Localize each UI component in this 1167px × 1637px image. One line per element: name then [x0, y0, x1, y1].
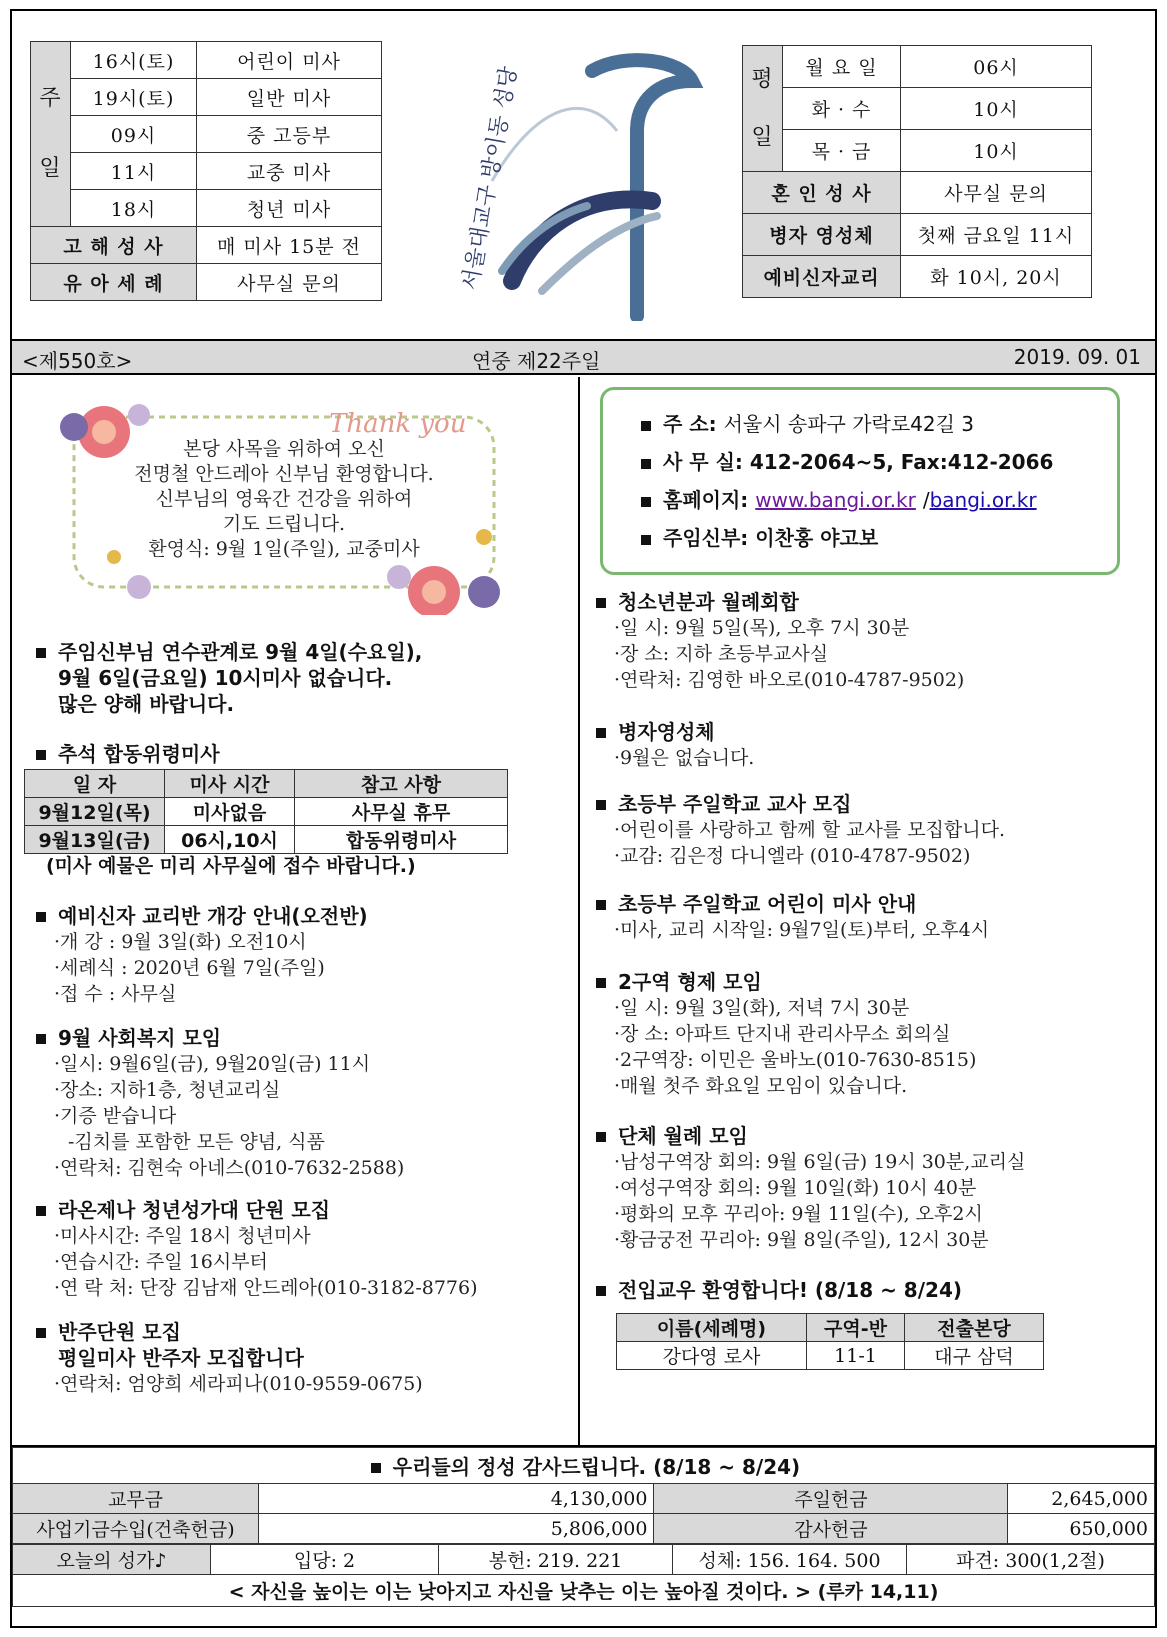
issue-bar: [12, 339, 1155, 375]
scripture-quote: < 자신을 높이는 이는 낮아지고 자신을 낮추는 이는 높아질 것이다. > (루카 14,11): [13, 1575, 1155, 1607]
header: [12, 11, 1155, 339]
sunday-mass: 중 고등부: [197, 116, 382, 153]
welcome-card: [44, 387, 524, 615]
weekday-label: [743, 46, 783, 172]
welcome-line: 전명철 안드레아 신부님 환영합니다.: [134, 463, 434, 485]
hymn-offertory: 봉헌: 219. 221: [439, 1545, 673, 1575]
teacher-section: [592, 791, 1005, 869]
youth-item: ·일 시: 9월 5일(목), 오후 7시 30분: [614, 617, 910, 639]
offering-label: 교무금: [13, 1484, 259, 1514]
welfare-item: ·연락처: 김현숙 아네스(010-7632-2588): [54, 1157, 405, 1179]
offering-label: 사업기금수입(건축헌금): [13, 1514, 259, 1544]
groups-title-text: 단체 월례 모임: [618, 1124, 748, 1148]
homepage-separator: /: [922, 488, 930, 512]
thank-you-script: Thank you: [329, 409, 467, 439]
district2-item: ·2구역장: 이민은 울바노(010-7630-8515): [614, 1049, 977, 1071]
offering-title: [13, 1448, 1155, 1484]
chuseok-cell: 9월12일(목): [25, 798, 165, 826]
newcomers-header: 구역-반: [807, 1314, 905, 1342]
choir-title-text: 라온제나 청년성가대 단원 모집: [58, 1198, 331, 1222]
hymn-entrance: 입당: 2: [211, 1545, 439, 1575]
groups-item: ·여성구역장 회의: 9월 10일(화) 10시 40분: [614, 1177, 977, 1199]
district2-title: [592, 969, 976, 995]
district2-item: ·매월 첫주 화요일 모임이 있습니다.: [614, 1075, 908, 1097]
newcomers-header: 이름(세례명): [617, 1314, 807, 1342]
kids-mass-title: [592, 891, 989, 917]
hymns-table: [12, 1544, 1155, 1607]
district2-item: ·장 소: 아파트 단지내 관리사무소 회의실: [614, 1023, 951, 1045]
district2-item: ·일 시: 9월 3일(화), 저녁 7시 30분: [614, 997, 910, 1019]
weekday-time: 06시: [901, 46, 1092, 88]
youth-item: ·장 소: 지하 초등부교사실: [614, 643, 829, 665]
sick-communion-section: [592, 719, 754, 771]
teacher-title-text: 초등부 주일학교 교사 모집: [618, 792, 852, 816]
catechumen-item: ·개 강 : 9월 3일(화) 오전10시: [54, 931, 307, 953]
chuseok-note: (미사 예물은 미리 사무실에 접수 바랍니다.): [46, 855, 416, 877]
welcome-text: [94, 437, 474, 562]
training-line-1-text: 주임신부님 연수관계로 9월 4일(수요일),: [58, 640, 423, 664]
welfare-title-text: 9월 사회복지 모임: [58, 1026, 222, 1050]
homepage-row: [641, 484, 1037, 513]
pastor-value: 이찬홍 야고보: [755, 526, 879, 550]
chuseok-cell: 사무실 휴무: [295, 798, 508, 826]
kids-mass-item: ·미사, 교리 시작일: 9월7일(토)부터, 오후4시: [614, 919, 990, 941]
marriage-label: 혼 인 성 사: [743, 172, 901, 214]
marriage-value: 사무실 문의: [901, 172, 1092, 214]
pastor-row: [641, 522, 878, 551]
catechumen-item: ·세례식 : 2020년 6월 7일(주일): [54, 957, 325, 979]
confession-label: 고 해 성 사: [31, 227, 197, 264]
sunday-mass: 어린이 미사: [197, 42, 382, 79]
weekday-day: 목 · 금: [783, 130, 901, 172]
welfare-item: ·일시: 9월6일(금), 9월20일(금) 11시: [54, 1053, 371, 1075]
catechumen-title: [32, 903, 368, 929]
sunday-mass: 청년 미사: [197, 190, 382, 227]
offering-value: 4,130,000: [259, 1484, 654, 1514]
weekday-schedule-table: [742, 45, 1092, 298]
newcomers-table: [616, 1313, 1044, 1370]
sick-communion-label: 병자 영성체: [743, 214, 901, 256]
issue-date: 2019. 09. 01: [1013, 345, 1141, 369]
groups-item: ·남성구역장 회의: 9월 6일(금) 19시 30분,교리실: [614, 1151, 1026, 1173]
sunday-schedule-table: [30, 41, 382, 301]
choir-item: ·연습시간: 주일 16시부터: [54, 1251, 268, 1273]
office-value: 412-2064~5, Fax:412-2066: [749, 450, 1054, 474]
left-column: [12, 377, 580, 1445]
liturgical-week: 연중 제22주일: [472, 349, 601, 373]
teacher-item: ·어린이를 사랑하고 함께 할 교사를 모집합니다.: [614, 819, 1006, 841]
sunday-label-2: 일: [39, 156, 62, 181]
accompanist-subtitle: 평일미사 반주자 모집합니다: [58, 1346, 304, 1370]
homepage-link-2[interactable]: bangi.or.kr: [929, 488, 1037, 512]
teacher-title: [592, 791, 1005, 817]
welcome-line: 신부님의 영육간 건강을 위하여: [155, 488, 413, 510]
weekday-label-2: 일: [751, 124, 774, 150]
sick-communion-title-text: 병자영성체: [618, 720, 715, 744]
parish-logo: [442, 41, 712, 321]
newcomers-section: [592, 1277, 962, 1303]
pastor-label: 주임신부:: [663, 526, 749, 550]
weekday-day: 월 요 일: [783, 46, 901, 88]
chuseok-cell: 미사없음: [165, 798, 295, 826]
training-line-3: 많은 양해 바랍니다.: [58, 692, 235, 716]
kids-mass-section: [592, 891, 989, 943]
sunday-label-1: 주: [39, 86, 62, 111]
office-label: 사 무 실:: [663, 450, 743, 474]
footer: [12, 1445, 1155, 1628]
catechism-value: 화 10시, 20시: [901, 256, 1092, 298]
accompanist-section: [32, 1319, 423, 1397]
parish-info-box: [600, 387, 1120, 575]
chuseok-title-text: 추석 합동위령미사: [58, 742, 220, 766]
chuseok-title: [32, 741, 220, 767]
weekday-time: 10시: [901, 130, 1092, 172]
training-line-1: [32, 639, 422, 665]
sick-communion-title: [592, 719, 754, 745]
accompanist-title-text: 반주단원 모집: [58, 1320, 181, 1344]
homepage-label: 홈페이지:: [663, 488, 749, 512]
welfare-item: ·기증 받습니다: [54, 1105, 177, 1127]
choir-title: [32, 1197, 478, 1223]
offering-label: 주일헌금: [654, 1484, 1008, 1514]
groups-title: [592, 1123, 1025, 1149]
youth-title-text: 청소년분과 월례회합: [618, 590, 799, 614]
hymns-label: 오늘의 성가♪: [13, 1545, 211, 1575]
sunday-mass: 교중 미사: [197, 153, 382, 190]
youth-section: [592, 589, 964, 693]
offering-value: 2,645,000: [1008, 1484, 1155, 1514]
offering-value: 5,806,000: [259, 1514, 654, 1544]
catechumen-item: ·접 수 : 사무실: [54, 983, 177, 1005]
sunday-time: 18시: [71, 190, 197, 227]
hymn-dismissal: 파견: 300(1,2절): [907, 1545, 1155, 1575]
accompanist-item: ·연락처: 엄양희 세라피나(010-9559-0675): [54, 1373, 423, 1395]
welcome-line: 기도 드립니다.: [222, 513, 346, 535]
weekday-time: 10시: [901, 88, 1092, 130]
welfare-title: [32, 1025, 404, 1051]
accompanist-title: [32, 1319, 423, 1345]
bulletin-page: [10, 9, 1157, 1628]
office-row: [641, 446, 1053, 475]
chuseok-header: 일 자: [25, 770, 165, 798]
chuseok-table: [24, 769, 508, 854]
sunday-time: 16시(토): [71, 42, 197, 79]
sunday-time: 19시(토): [71, 79, 197, 116]
teacher-item: ·교감: 김은정 다니엘라 (010-4787-9502): [614, 845, 971, 867]
offering-table: [12, 1447, 1155, 1544]
choir-item: ·미사시간: 주일 18시 청년미사: [54, 1225, 311, 1247]
training-notice: [32, 639, 422, 717]
newcomers-title: [592, 1277, 962, 1303]
infant-baptism-value: 사무실 문의: [197, 264, 382, 301]
sunday-label: [31, 42, 71, 227]
groups-section: [592, 1123, 1025, 1253]
address-row: [641, 408, 974, 437]
offering-label: 감사헌금: [654, 1514, 1008, 1544]
chuseok-cell: 합동위령미사: [295, 826, 508, 854]
offering-title-text: 우리들의 정성 감사드립니다. (8/18 ~ 8/24): [392, 1455, 801, 1479]
welfare-section: [32, 1025, 404, 1181]
catechumen-title-text: 예비신자 교리반 개강 안내(오전반): [58, 904, 368, 928]
infant-baptism-label: 유 아 세 례: [31, 264, 197, 301]
district2-title-text: 2구역 형제 모임: [618, 970, 762, 994]
sunday-time: 11시: [71, 153, 197, 190]
chuseok-header: 미사 시간: [165, 770, 295, 798]
hymn-communion: 성체: 156. 164. 500: [673, 1545, 907, 1575]
sick-communion-value: 첫째 금요일 11시: [901, 214, 1092, 256]
groups-item: ·황금궁전 꾸리아: 9월 8일(주일), 12시 30분: [614, 1229, 989, 1251]
newcomers-title-text: 전입교우 환영합니다! (8/18 ~ 8/24): [618, 1278, 962, 1302]
issue-number: <제550호>: [22, 349, 133, 373]
address-value: 서울시 송파구 가락로42길 3: [723, 412, 975, 436]
right-column: [582, 377, 1155, 1445]
catechumen-section: [32, 903, 368, 1007]
confession-value: 매 미사 15분 전: [197, 227, 382, 264]
weekday-day: 화 · 수: [783, 88, 901, 130]
sunday-time: 09시: [71, 116, 197, 153]
welcome-line: 환영식: 9월 1일(주일), 교중미사: [148, 538, 420, 560]
youth-title: [592, 589, 964, 615]
newcomers-cell: 강다영 로사: [617, 1342, 807, 1370]
choir-section: [32, 1197, 478, 1301]
address-label: 주 소:: [663, 412, 717, 436]
catechism-label: 예비신자교리: [743, 256, 901, 298]
welfare-item: ·장소: 지하1층, 청년교리실: [54, 1079, 281, 1101]
newcomers-cell: 11-1: [807, 1342, 905, 1370]
chuseok-cell: 9월13일(금): [25, 826, 165, 854]
groups-item: ·평화의 모후 꾸리아: 9월 11일(수), 오후2시: [614, 1203, 983, 1225]
chuseok-section: [32, 741, 220, 767]
kids-mass-title-text: 초등부 주일학교 어린이 미사 안내: [618, 892, 917, 916]
chuseok-cell: 06시,10시: [165, 826, 295, 854]
youth-item: ·연락처: 김영한 바오로(010-4787-9502): [614, 669, 965, 691]
district2-section: [592, 969, 976, 1099]
newcomers-cell: 대구 삼덕: [905, 1342, 1044, 1370]
choir-item: ·연 락 처: 단장 김남재 안드레아(010-3182-8776): [54, 1277, 478, 1299]
chuseok-header: 참고 사항: [295, 770, 508, 798]
newcomers-header: 전출본당: [905, 1314, 1044, 1342]
welcome-line: 본당 사목을 위하여 오신: [183, 438, 385, 460]
welfare-item: -김치를 포함한 모든 양념, 식품: [68, 1131, 325, 1153]
homepage-link-1[interactable]: www.bangi.or.kr: [755, 488, 916, 512]
sunday-mass: 일반 미사: [197, 79, 382, 116]
sick-communion-item: ·9월은 없습니다.: [614, 747, 755, 769]
training-line-2: 9월 6일(금요일) 10시미사 없습니다.: [58, 666, 393, 690]
logo-text: 서울대교구 방이동 성당: [458, 64, 523, 293]
weekday-label-1: 평: [751, 66, 774, 92]
offering-value: 650,000: [1008, 1514, 1155, 1544]
